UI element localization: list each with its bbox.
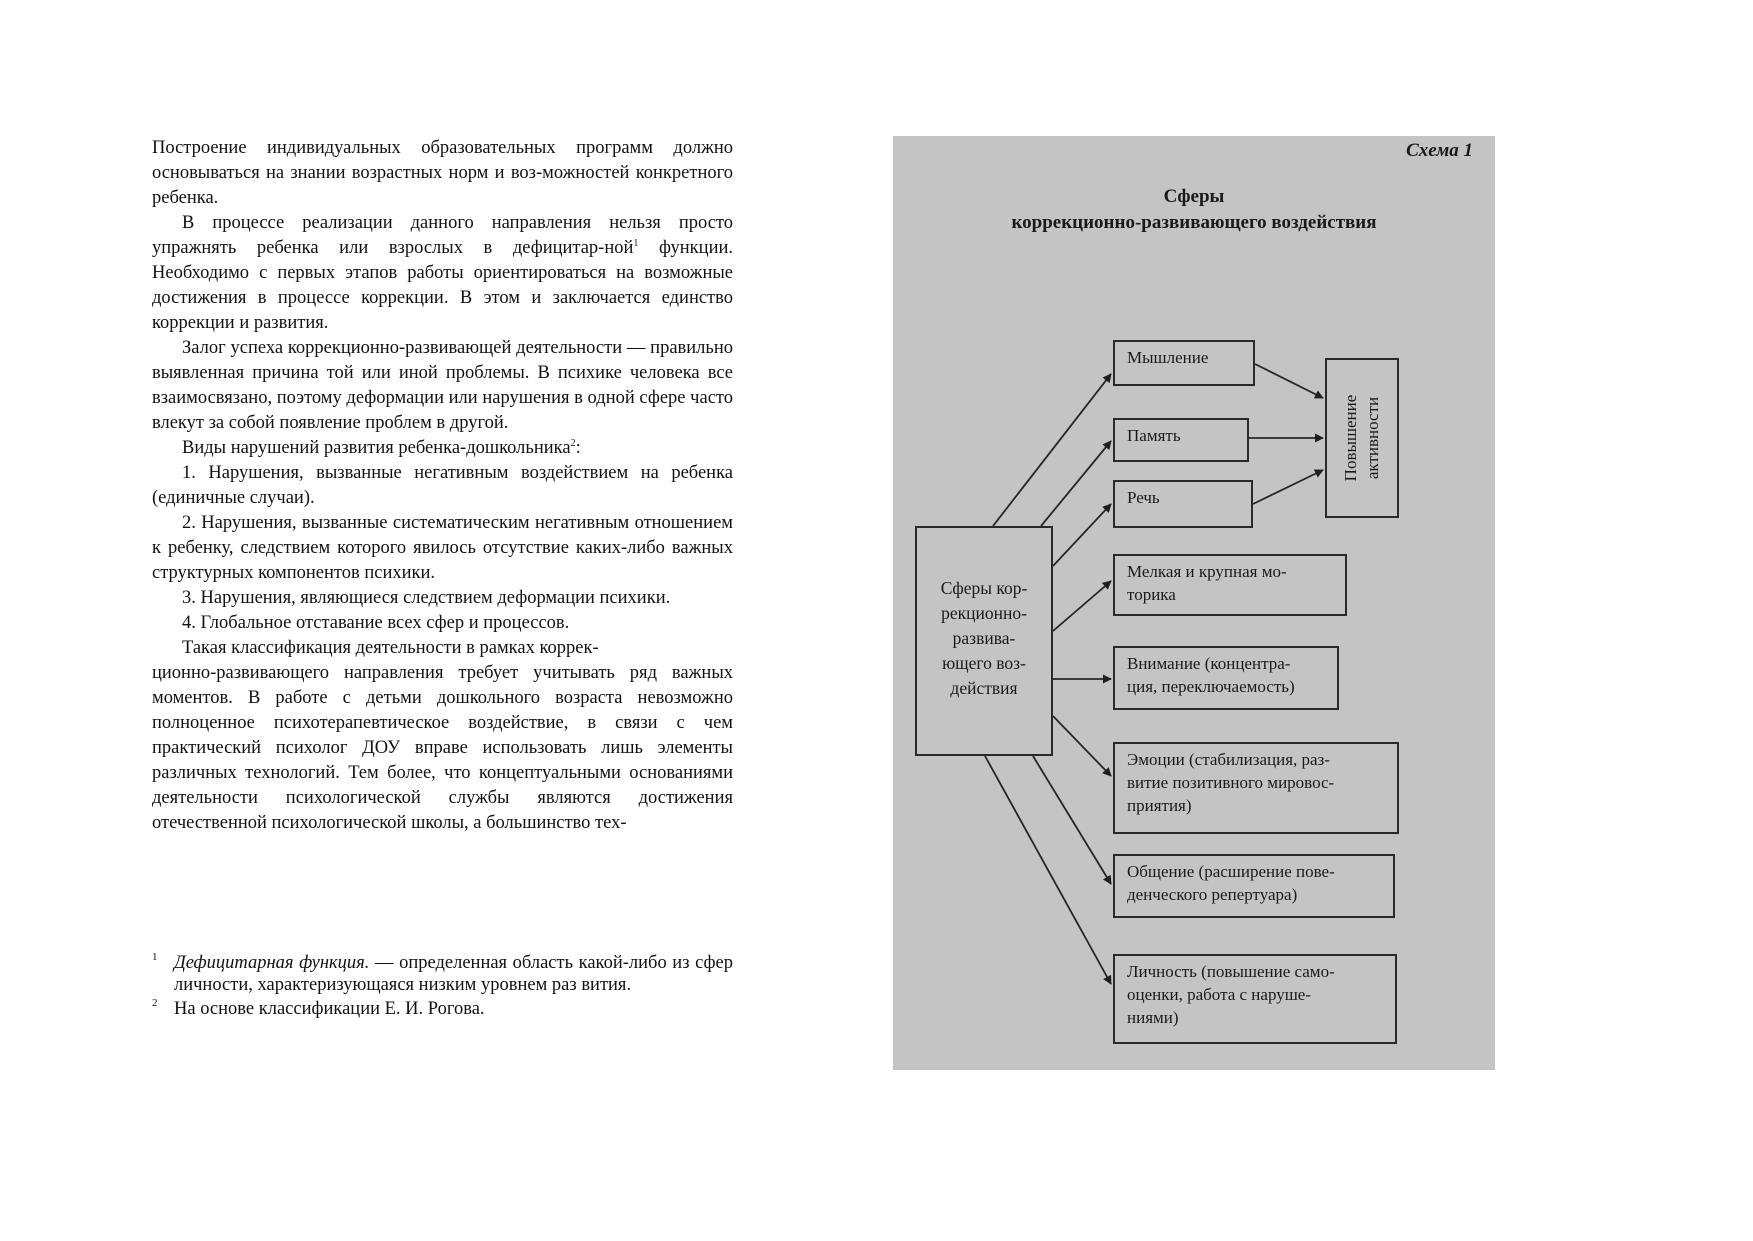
sphere-line: Общение (расширение пове- — [1127, 862, 1335, 881]
activity-line: Повышение — [1341, 394, 1360, 482]
center-line: ющего воз- — [942, 653, 1026, 673]
sphere-line: Эмоции (стабилизация, раз- — [1127, 750, 1330, 769]
sphere-line: Мышление — [1127, 348, 1209, 367]
sphere-line: Личность (повышение само- — [1127, 962, 1335, 981]
sphere-box-emotions — [1113, 742, 1399, 834]
footnotes — [152, 952, 733, 1022]
center-box — [915, 526, 1053, 756]
arrow-thinking-to-activity — [1255, 364, 1323, 398]
sphere-box-communication — [1113, 854, 1395, 918]
sphere-line: Внимание (концентра- — [1127, 654, 1291, 673]
paragraph-3: Залог успеха коррекционно-развивающей деятельности — правильно выявленная причина той или иной проблемы. В психике человека все взаимосвязано, поэтому деформации или нарушения в одной сфере часто влекут за собой появление проблем в другой. — [152, 338, 733, 433]
footnote-1 — [152, 952, 733, 996]
center-line: действия — [950, 678, 1018, 698]
arrow-to-memory — [1041, 441, 1111, 526]
footnote-number: 1 — [152, 951, 158, 963]
arrow-speech-to-activity — [1253, 470, 1323, 504]
sphere-line: витие позитивного мировос- — [1127, 773, 1335, 792]
sphere-line: приятия) — [1127, 796, 1192, 815]
paragraph-2-start: В процессе реализации данного направления нельзя просто упражнять ребенка или взрослых в дефицитар-ной — [152, 213, 733, 258]
sphere-box-attention — [1113, 646, 1339, 710]
center-line: развива- — [952, 628, 1016, 648]
footnote-2 — [152, 998, 733, 1020]
sphere-box-thinking — [1113, 340, 1255, 386]
list-item-1: 1. Нарушения, вызванные негативным воздействием на ребенка (единичные случаи). — [152, 463, 733, 508]
scheme-figure — [893, 136, 1495, 1070]
footnote-ref-2: 2 — [570, 437, 576, 449]
paragraph-2 — [152, 211, 733, 336]
activity-box — [1325, 358, 1399, 518]
sphere-line: ниями) — [1127, 1008, 1179, 1027]
scheme-title-line-1: Сферы — [1163, 186, 1225, 207]
footnote-text: На основе классификации Е. И. Рогова. — [174, 999, 485, 1019]
paragraph-5-rest: ционно-развивающего направления требует учитывать ряд важных моментов. В работе с детьми дошкольного возраста невозможно полноценное психотерапевтическое воздействие, в связи с чем практический психолог ДОУ вправе использовать лишь элементы различных технологий. Тем более, что концептуальными основаниями деятельности психологической службы являются достижения отечественной психологической школы, а большинство тех- — [152, 663, 733, 833]
footnote-text: — определенная область какой-либо из сфер личности, характеризующаяся низким уровнем раз вития. — [174, 953, 733, 995]
sphere-line: ция, переключаемость) — [1127, 677, 1295, 696]
paragraph-4-end: : — [575, 438, 581, 458]
scheme-title-line-2: коррекционно-развивающего воздействия — [1011, 212, 1377, 233]
paragraph-4 — [152, 436, 733, 461]
sphere-box-memory — [1113, 418, 1249, 462]
activity-label — [1340, 363, 1384, 513]
list-item-4: 4. Глобальное отставание всех сфер и процессов. — [182, 613, 570, 633]
activity-line: активности — [1363, 396, 1382, 480]
paragraph-1: Построение индивидуальных образовательных программ должно основываться на знании возрастных норм и воз-можностей конкретного ребенка. — [152, 138, 733, 208]
paragraph-5-line-1: Такая классификация деятельности в рамках коррек- — [182, 638, 599, 658]
arrow-to-emotions — [1053, 716, 1111, 776]
sphere-line: Мелкая и крупная мо- — [1127, 562, 1287, 581]
paragraph-2-end: функции. Необходимо с первых этапов работы ориентироваться на возможные достижения в процессе коррекции. В этом и заключается единство коррекции и развития. — [152, 238, 733, 333]
list-item-3: 3. Нарушения, являющиеся следствием деформации психики. — [182, 588, 671, 608]
center-line: Сферы кор- — [940, 578, 1028, 598]
paragraph-4-start: Виды нарушений развития ребенка-дошкольника — [182, 438, 571, 458]
arrow-to-personality — [985, 756, 1111, 984]
sphere-line: торика — [1127, 585, 1176, 604]
body-text — [152, 136, 733, 836]
sphere-line: Память — [1127, 426, 1181, 445]
footnote-ref-1: 1 — [633, 237, 639, 249]
arrow-to-motor — [1053, 581, 1111, 631]
center-line: рекционно- — [941, 603, 1027, 623]
sphere-box-speech — [1113, 480, 1253, 528]
arrow-to-speech — [1053, 504, 1111, 566]
list-item-2: 2. Нарушения, вызванные систематическим негативным отношением к ребенку, следствием которого явилось отсутствие каких-либо важных структурных компонентов психики. — [152, 513, 733, 583]
scheme-label: Схема 1 — [1406, 140, 1473, 161]
sphere-line: Речь — [1127, 488, 1160, 507]
sphere-line: оценки, работа с наруше- — [1127, 985, 1312, 1004]
footnote-term: Дефицитарная функция. — [174, 953, 370, 973]
sphere-line: денческого репертуара) — [1127, 885, 1298, 904]
arrow-to-thinking — [993, 374, 1111, 526]
footnote-number: 2 — [152, 997, 158, 1009]
sphere-box-personality — [1113, 954, 1397, 1044]
sphere-box-motor — [1113, 554, 1347, 616]
